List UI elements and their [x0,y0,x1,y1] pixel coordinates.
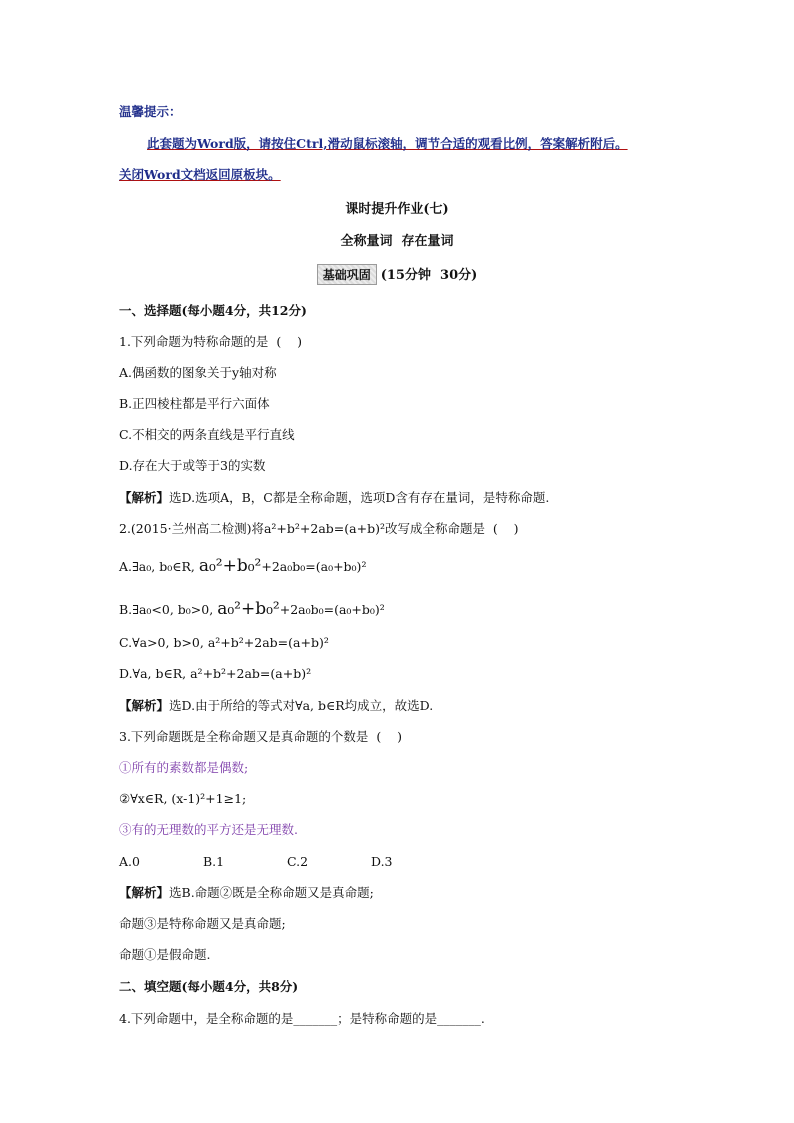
q3-answer-line3: 命题①是假命题. [119,947,211,962]
q1-option-d: D.存在大于或等于3的实数 [119,458,266,473]
q3-stem: 3.下列命题既是全称命题又是真命题的个数是 ( ) [119,729,403,744]
q3-options [119,853,393,871]
q3-option-b: B.1 [203,854,225,869]
q3-answer-line2: 命题③是特称命题又是真命题; [119,916,286,931]
q2-a-post: +2a₀b₀=(a₀+b₀)² [261,559,367,574]
q3-option-d: D.3 [371,854,393,869]
time-row [0,264,794,285]
answer-label: 【解析】 [119,490,170,505]
q3-item3: ③有的无理数的平方还是无理数. [119,822,298,837]
q2-b-pre: B.∃a₀<0, b₀>0, [119,602,214,617]
q2-option-a [119,557,366,576]
q1-option-a: A.偶函数的图象关于y轴对称 [119,365,277,380]
q1-answer [119,489,549,507]
answer-text: 选B.命题②既是全称命题又是真命题; [169,885,374,900]
q2-b-post: +2a₀b₀=(a₀+b₀)² [279,602,385,617]
answer-label: 【解析】 [119,885,170,900]
answer-text: 选D.选项A，B，C都是全称命题，选项D含有存在量词，是特称命题. [169,490,550,505]
page-subtitle: 全称量词 存在量词 [340,234,454,249]
q2-a-pre: A.∃a₀, b₀∈R, [119,559,195,574]
time-label: (15分钟 30分) [380,268,478,283]
q3-answer [119,884,374,902]
section1-heading: 一、选择题(每小题4分，共12分) [119,303,307,318]
q4-stem: 4.下列命题中，是全称命题的是_______；是特称命题的是_______. [119,1011,485,1026]
q2-b-math: a₀²+b₀² [217,599,280,619]
q3-option-c: C.2 [287,854,309,869]
q2-answer [119,697,433,715]
notice-line2: 关闭Word文档返回原板块。 [119,167,281,182]
q3-option-a: A.0 [119,854,140,869]
q1-option-b: B.正四棱柱都是平行六面体 [119,396,270,411]
section2-heading: 二、填空题(每小题4分，共8分) [119,979,299,994]
q1-stem: 1.下列命题为特称命题的是 ( ) [119,334,303,349]
q2-a-math: a₀²+b₀² [198,556,262,576]
q2-stem: 2.(2015·兰州高二检测)将a²+b²+2ab=(a+b)²改写成全称命题是 ( ) [119,521,519,536]
page-title: 课时提升作业(七) [345,202,449,217]
notice-title: 温馨提示： [119,104,182,119]
q1-option-c: C.不相交的两条直线是平行直线 [119,427,295,442]
q3-item2: ②∀x∈R, (x-1)²+1≥1; [119,791,247,806]
q3-item1: ①所有的素数都是偶数; [119,760,249,775]
badge: 基础巩固 [317,264,377,285]
answer-label: 【解析】 [119,698,170,713]
notice-line1: 此套题为Word版，请按住Ctrl,滑动鼠标滚轴，调节合适的观看比例，答案解析附后。 [147,136,628,151]
q2-option-d: D.∀a, b∈R, a²+b²+2ab=(a+b)² [119,666,312,681]
q2-option-b [119,600,385,619]
answer-text: 选D.由于所给的等式对∀a, b∈R均成立，故选D. [169,698,434,713]
q2-option-c: C.∀a>0, b>0, a²+b²+2ab=(a+b)² [119,635,329,650]
